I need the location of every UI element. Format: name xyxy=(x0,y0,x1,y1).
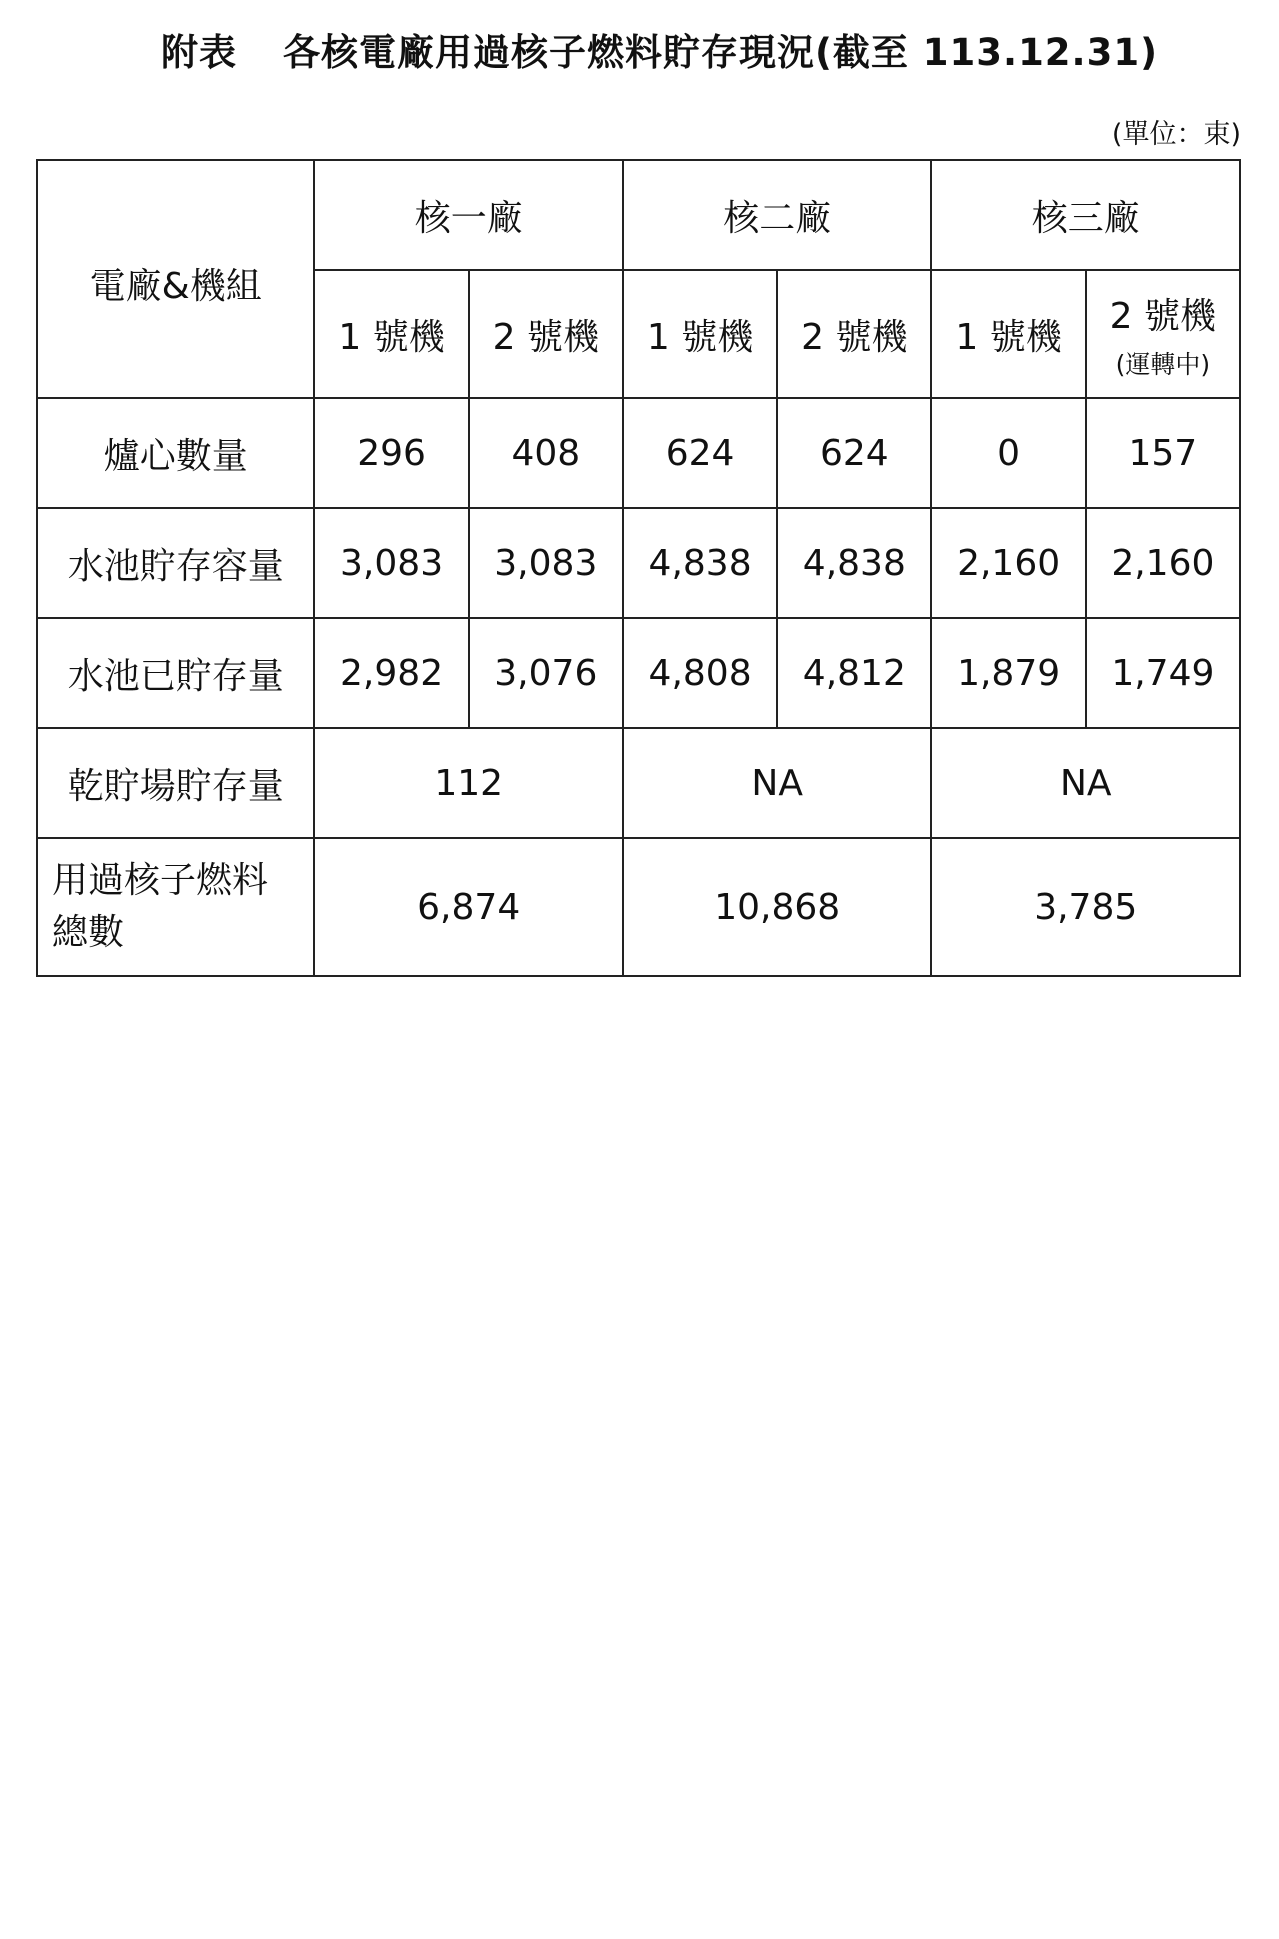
table-cell: 2,982 xyxy=(314,618,468,728)
unit-header: 1 號機 xyxy=(623,270,777,398)
table-cell: 3,083 xyxy=(469,508,623,618)
unit-header: 1 號機 xyxy=(314,270,468,398)
table-cell: 624 xyxy=(777,398,931,508)
row-label-line: 總數 xyxy=(52,912,125,953)
unit-header-operating xyxy=(1086,270,1240,398)
plant-header: 核二廠 xyxy=(623,160,932,270)
table-row xyxy=(37,508,1240,618)
table-cell: 0 xyxy=(931,398,1085,508)
table-cell: 2,160 xyxy=(931,508,1085,618)
row-label: 水池已貯存量 xyxy=(37,618,314,728)
table-cell: 3,076 xyxy=(469,618,623,728)
table-cell: 2,160 xyxy=(1086,508,1240,618)
unit-label: (單位：束) xyxy=(1111,119,1241,150)
row-label-line: 用過核子燃料 xyxy=(52,860,269,901)
table-cell: 157 xyxy=(1086,398,1240,508)
table-cell: 624 xyxy=(623,398,777,508)
table-cell: 1,749 xyxy=(1086,618,1240,728)
table-cell: 296 xyxy=(314,398,468,508)
page-title xyxy=(0,22,1279,76)
table-cell: 10,868 xyxy=(623,838,932,976)
fuel-storage-table xyxy=(36,159,1241,977)
table-cell: 1,879 xyxy=(931,618,1085,728)
table-row-dry-storage xyxy=(37,728,1240,838)
table-cell: 3,785 xyxy=(931,838,1240,976)
table-cell: 6,874 xyxy=(314,838,623,976)
corner-header: 電廠&機組 xyxy=(37,160,314,398)
title-main: 各核電廠用過核子燃料貯存現況(截至 113.12.31) xyxy=(282,31,1159,74)
unit-header: 1 號機 xyxy=(931,270,1085,398)
table-cell: 408 xyxy=(469,398,623,508)
table-row xyxy=(37,398,1240,508)
row-label: 爐心數量 xyxy=(37,398,314,508)
table-cell: 4,838 xyxy=(623,508,777,618)
table-cell: 3,083 xyxy=(314,508,468,618)
row-label-total xyxy=(37,838,314,976)
table-row-total xyxy=(37,838,1240,976)
header-row-plants xyxy=(37,160,1240,270)
unit-header: 2 號機 xyxy=(777,270,931,398)
table-cell: 4,812 xyxy=(777,618,931,728)
table-cell: NA xyxy=(931,728,1240,838)
title-prefix: 附表 xyxy=(160,31,237,74)
table-cell: 4,838 xyxy=(777,508,931,618)
unit-operating-note: (運轉中) xyxy=(1115,349,1211,379)
plant-header: 核一廠 xyxy=(314,160,623,270)
row-label: 水池貯存容量 xyxy=(37,508,314,618)
plant-header: 核三廠 xyxy=(931,160,1240,270)
table-cell: NA xyxy=(623,728,932,838)
table-cell: 112 xyxy=(314,728,623,838)
unit-header-label: 2 號機 xyxy=(1109,295,1217,337)
table-cell: 4,808 xyxy=(623,618,777,728)
row-label: 乾貯場貯存量 xyxy=(37,728,314,838)
table-row xyxy=(37,618,1240,728)
unit-header: 2 號機 xyxy=(469,270,623,398)
